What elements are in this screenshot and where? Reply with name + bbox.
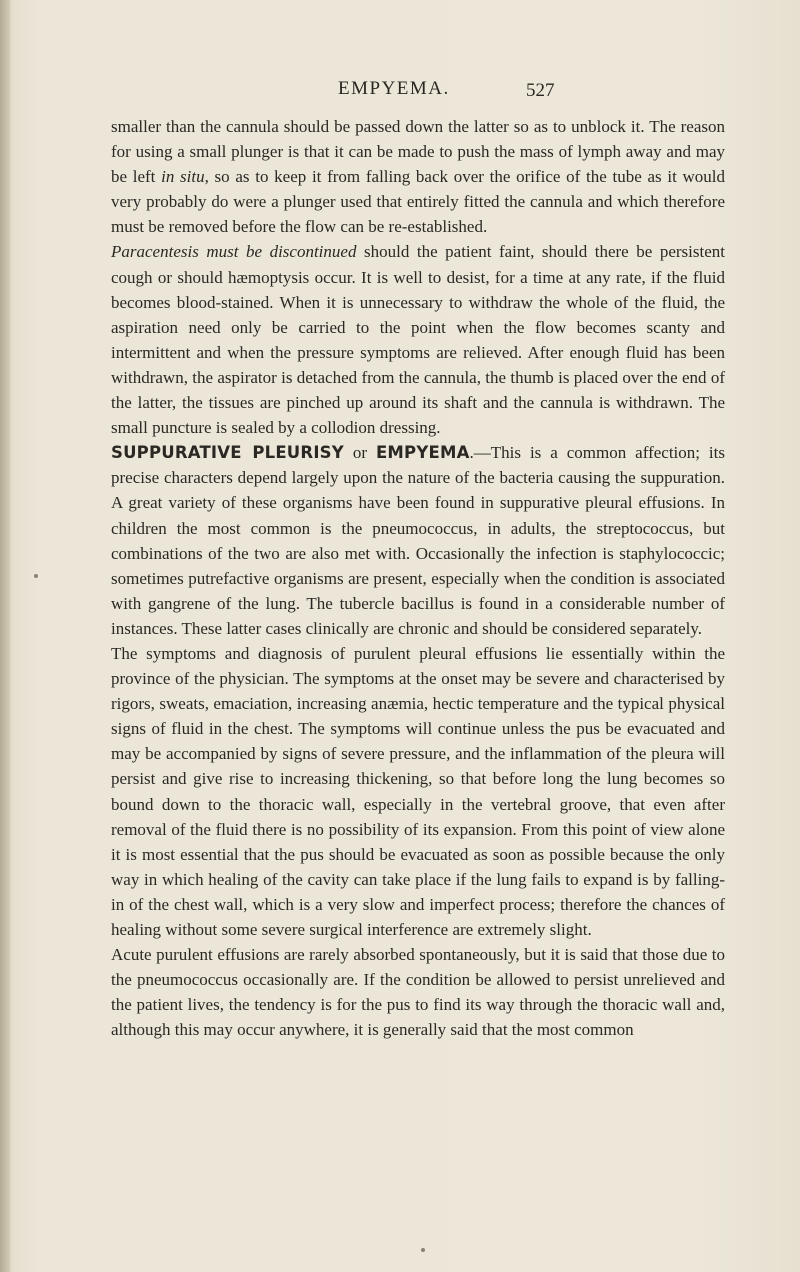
paragraph-4 [111,641,725,942]
page-number: 527 [526,80,555,101]
body-text [111,114,725,1042]
paper-speck [34,574,38,578]
paragraph-5-text: Acute purulent effusions are rarely absorbed spontaneously, but it is said that those due to the pneumococcus occasionally are. If the condition be allowed to persist unrelieved and the patient lives, the tendency is for the pus to find its way through the thoracic wall and, although this may occur anywhere, it is generally said that the most common [111,945,725,1040]
italic-in-situ: in situ [161,167,205,187]
paragraph-5 [111,942,725,1042]
paper-speck [421,1248,425,1252]
paragraph-1 [111,114,725,239]
paragraph-4-text: The symptoms and diagnosis of purulent pleural effusions lie essentially within the province of the physician. The symptoms at the onset may be severe and characterised by rigors, sweats, emaciation, increasing anæmia, hectic temperature and the typical physical signs of fluid in the chest. The symptoms will continue unless the pus be evacuated and may be accompanied by signs of severe pressure, and the inflammation of the pleura will persist and give rise to increasing thickening, so that before long the lung becomes so bound down to the thoracic wall, especially in the vertebral groove, that even after removal of the fluid there is no possibility of its expansion. From this point of view alone it is most essential that the pus should be evacuated as soon as possible because the only way in which healing of the cavity can take place if the lung fails to expand is by falling-in of the chest wall, which is a very slow and imperfect process; therefore the chances of healing without some severe surgical interference are extremely slight. [111,643,725,939]
paragraph-2-text: should the patient faint, should there be persistent cough or should hæmoptysis occur. It is well to desist, for a time at any rate, if the fluid becomes blood-stained. When it is unnecessary to withdraw the whole of the fluid, the aspiration need only be carried to the point when the flow becomes scanty and intermittent and when the pressure symptoms are relieved. After enough fluid has been withdrawn, the aspirator is detached from the cannula, the thumb is placed over the end of the latter, the tissues are pinched up around its shaft and the cannula is withdrawn. The small puncture is sealed by a collodion dressing. [111,242,725,438]
book-spine-shadow [0,0,10,1272]
paragraph-1-text: smaller than the cannula should be passed down the latter so as to unblock it. The reason for using a small plunger is that it can be made to push the mass of lymph away and may be left in situ, so as to keep it from falling back over the orifice of the tube as it would very probably do were a plunger used that entirely fitted the cannula and which therefore must be removed before the flow can be re-established. [111,117,725,237]
paragraph-3-text: .—This is a common affection; its precise characters depend largely upon the nature of the bacteria causing the suppuration. A great variety of these organisms have been found in suppurative pleural effusions. In children the most common is the pneumococcus, in adults, the streptococcus, but combinations of the two are also met with. Occasionally the infection is staphylococcic; sometimes putrefactive organisms are present, especially when the condition is associated with gangrene of the lung. The tubercle bacillus is found in a considerable number of instances. These latter cases clinically are chronic and should be considered separately. [111,443,725,638]
section-heading-suppurative-pleurisy: SUPPURATIVE PLEURISY [111,443,344,463]
running-head [0,78,800,106]
running-head-title: EMPYEMA. [338,78,450,99]
section-heading-empyema: EMPYEMA [375,443,470,463]
section-heading-or: or [343,443,376,463]
paragraph-3 [111,440,725,641]
paragraph-2 [111,239,725,440]
paragraph-2-lead-italic: Paracentesis must be discontinued [111,242,357,262]
